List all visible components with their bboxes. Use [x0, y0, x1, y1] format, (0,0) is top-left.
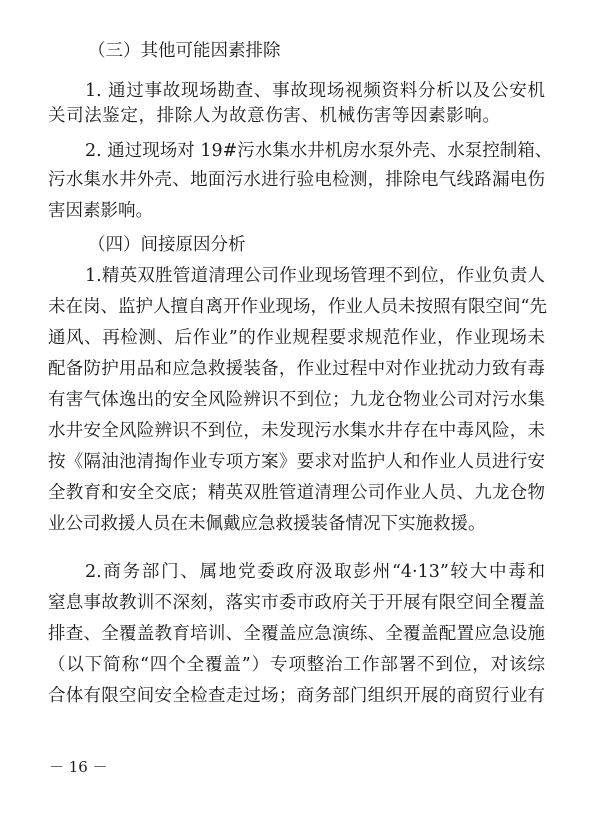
paragraph-line: 1. 通过事故现场勘查、事故现场视频资料分析以及公安机	[85, 81, 545, 101]
paragraph-line: （以下简称“四个全覆盖”）专项整治工作部署不到位，对该综	[48, 655, 545, 675]
paragraph-line: 未在岗、监护人擅自离开作业现场，作业人员未按照有限空间“先	[48, 297, 547, 317]
paragraph-line: 全教育和安全交底；精英双胜管道清理公司作业人员、九龙仓物	[48, 483, 545, 503]
paragraph-line: 按《隔油池清掏作业专项方案》要求对监护人和作业人员进行安	[48, 452, 545, 472]
section-heading-4: （四）间接原因分析	[88, 235, 246, 255]
paragraph-line: 合体有限空间安全检查走过场；商务部门组织开展的商贸行业有	[48, 686, 545, 706]
paragraph-line: 通风、再检测、后作业”的作业规程要求规范作业，作业现场未	[48, 328, 545, 348]
section-heading-3: （三）其他可能因素排除	[88, 41, 281, 61]
paragraph-line: 2. 通过现场对 19#污水集水井机房水泵外壳、水泵控制箱、	[85, 141, 553, 161]
paragraph-line: 水井安全风险辨识不到位，未发现污水集水井存在中毒风险，未	[48, 421, 545, 441]
paragraph-line: 2.商务部门、属地党委政府汲取彭州“4·13”较大中毒和	[85, 562, 545, 582]
page-number: － 16 －	[49, 758, 108, 776]
paragraph-line: 窒息事故教训不深刻，落实市委市政府关于开展有限空间全覆盖	[48, 593, 545, 613]
paragraph-line: 排查、全覆盖教育培训、全覆盖应急演练、全覆盖配置应急设施	[48, 624, 545, 644]
paragraph-line: 业公司救援人员在未佩戴应急救援装备情况下实施救援。	[48, 514, 486, 534]
paragraph-line: 关司法鉴定，排除人为故意伤害、机械伤害等因素影响。	[48, 106, 500, 126]
paragraph-line: 1.精英双胜管道清理公司作业现场管理不到位，作业负责人	[85, 266, 545, 286]
paragraph-line: 污水集水井外壳、地面污水进行验电检测，排除电气线路漏电伤	[48, 170, 545, 190]
paragraph-line: 配备防护用品和应急救援装备，作业过程中对作业扰动力致有毒	[48, 359, 545, 379]
paragraph-line: 害因素影响。	[48, 201, 153, 221]
paragraph-line: 有害气体逸出的安全风险辨识不到位；九龙仓物业公司对污水集	[48, 390, 545, 410]
